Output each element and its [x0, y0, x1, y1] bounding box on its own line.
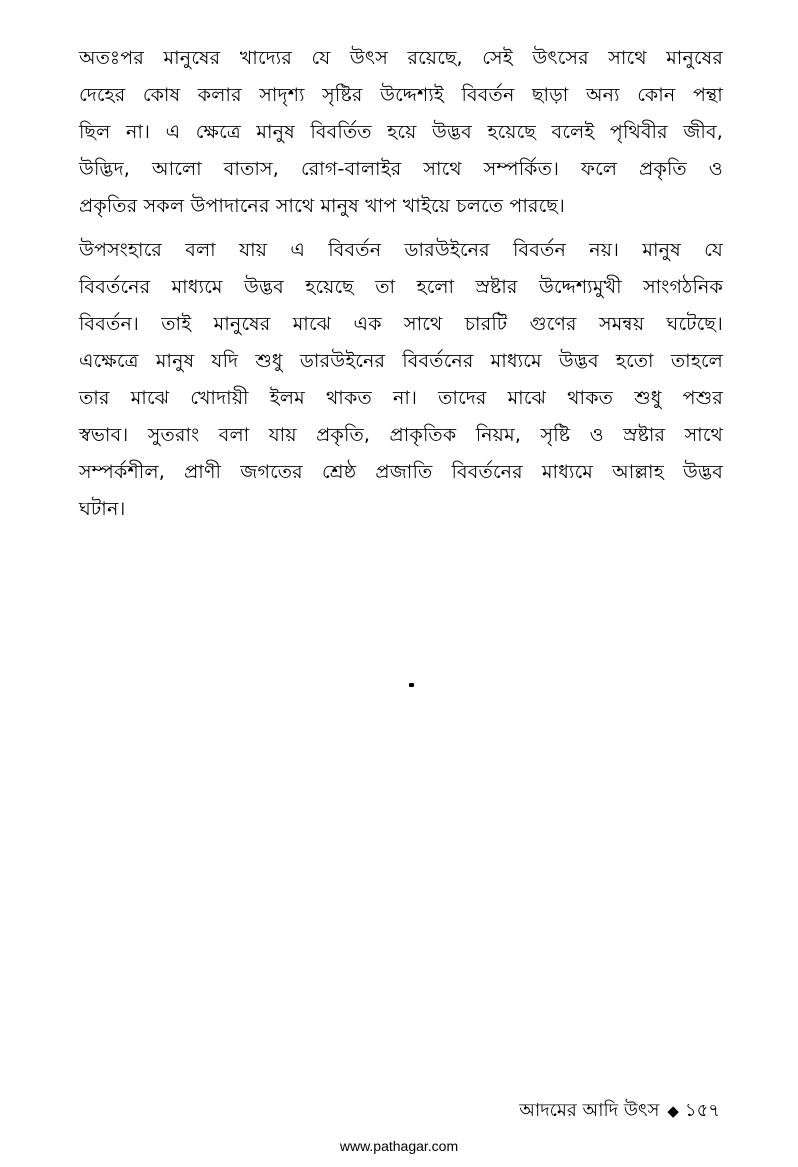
text-line: তার মাঝে খোদায়ী ইলম থাকত না। তাদের মাঝে থাকত শুধু পশুর [79, 387, 723, 409]
text-line: সম্পর্কশীল, প্রাণী জগতের শ্রেষ্ঠ প্রজাতি বিবর্তনের মাধ্যমে আল্লাহ উদ্ভব [79, 461, 723, 483]
running-title: আদমের আদি উৎস [519, 1100, 660, 1121]
page-footer [519, 1099, 720, 1123]
page-number: ১৫৭ [684, 1100, 720, 1121]
text-line: উপসংহারে বলা যায় এ বিবর্তন ডারউইনের বিবর্তন নয়। মানুষ যে [79, 239, 723, 261]
paragraph-2 [79, 232, 723, 528]
text-line: ঘটান। [79, 498, 126, 520]
text-line: দেহের কোষ কলার সাদৃশ্য সৃষ্টির উদ্দেশ্যই বিবর্তন ছাড়া অন্য কোন পন্থা [79, 84, 723, 106]
text-line: উদ্ভিদ, আলো বাতাস, রোগ-বালাইর সাথে সম্পর্কিত। ফলে প্রকৃতি ও [79, 158, 723, 180]
text-line: বিবর্তনের মাধ্যমে উদ্ভব হয়েছে তা হলো স্রষ্টার উদ্দেশ্যমুখী সাংগঠনিক [79, 276, 723, 298]
paragraph-spacer [79, 225, 723, 232]
diamond-separator-icon: ◆ [667, 1102, 679, 1120]
text-line: এক্ষেত্রে মানুষ যদি শুধু ডারউইনের বিবর্তনের মাধ্যমে উদ্ভব হতো তাহলে [79, 350, 723, 372]
text-line: স্বভাব। সুতরাং বলা যায় প্রকৃতি, প্রাকৃতিক নিয়ম, সৃষ্টি ও স্রষ্টার সাথে [79, 424, 723, 446]
text-line: অতঃপর মানুষের খাদ্যের যে উৎস রয়েছে, সেই উৎসের সাথে মানুষের [79, 47, 723, 69]
text-line: প্রকৃতির সকল উপাদানের সাথে মানুষ খাপ খাইয়ে চলতে পারছে। [79, 195, 566, 217]
text-line: বিবর্তন। তাই মানুষের মাঝে এক সাথে চারটি গুণের সমন্বয় ঘটেছে। [79, 313, 723, 335]
website-credit: www.pathagar.com [339, 1138, 459, 1154]
body-text [79, 40, 723, 528]
text-line: ছিল না। এ ক্ষেত্রে মানুষ বিবর্তিত হয়ে উদ্ভব হয়েছে বলেই পৃথিবীর জীব, [79, 121, 723, 143]
paragraph-1 [79, 40, 723, 225]
ornament-dot [409, 683, 414, 687]
